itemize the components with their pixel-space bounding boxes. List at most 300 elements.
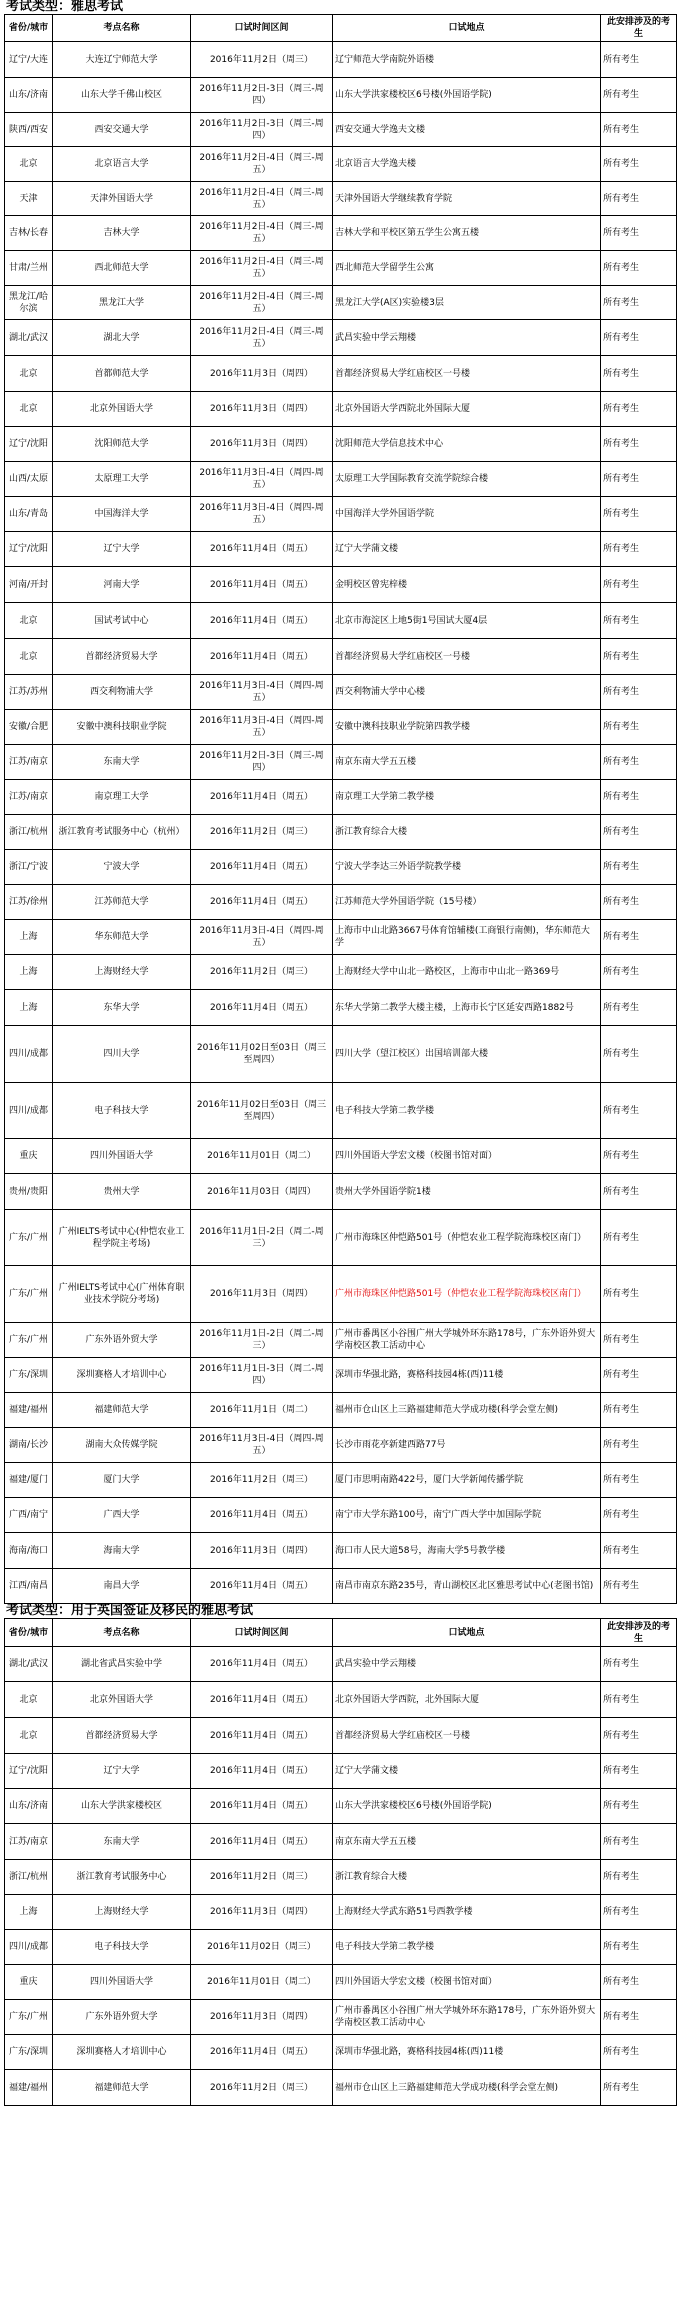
table-row: [5, 1428, 677, 1463]
cell-time: 2016年11月4日（周五）: [191, 1824, 333, 1860]
table-row: [5, 990, 677, 1026]
table-row: [5, 675, 677, 710]
cell-location: 海口市人民大道58号，海南大学5号教学楼: [333, 1533, 601, 1569]
cell-location: 西北师范大学留学生公寓: [333, 251, 601, 286]
cell-candidates: 所有考生: [601, 1895, 677, 1930]
cell-location: 中国海洋大学外国语学院: [333, 497, 601, 532]
cell-city: 江苏/徐州: [5, 885, 53, 920]
cell-time: 2016年11月03日（周四）: [191, 1174, 333, 1210]
table-row: [5, 815, 677, 850]
cell-time: 2016年11月2日-4日（周三-周五）: [191, 216, 333, 251]
cell-candidates: 所有考生: [601, 1930, 677, 1965]
cell-venue: 太原理工大学: [53, 462, 191, 497]
table-row: [5, 2000, 677, 2035]
cell-venue: 大连辽宁师范大学: [53, 42, 191, 78]
cell-location: 东华大学第二教学大楼主楼，上海市长宁区延安西路1882号: [333, 990, 601, 1026]
cell-venue: 湖北省武昌实验中学: [53, 1647, 191, 1682]
cell-time: 2016年11月3日（周四）: [191, 1533, 333, 1569]
cell-location: 厦门市思明南路422号，厦门大学新闻传播学院: [333, 1463, 601, 1498]
cell-city: 上海: [5, 990, 53, 1026]
cell-location: 南京理工大学第二教学楼: [333, 780, 601, 815]
cell-time: 2016年11月2日（周三）: [191, 1860, 333, 1895]
cell-location: 辽宁师范大学南院外语楼: [333, 42, 601, 78]
table-row: [5, 251, 677, 286]
table-row: [5, 1393, 677, 1428]
cell-venue: 北京外国语大学: [53, 392, 191, 427]
cell-location: 首都经济贸易大学红庙校区一号楼: [333, 639, 601, 675]
cell-candidates: 所有考生: [601, 2000, 677, 2035]
cell-time: 2016年11月3日-4日（周四-周五）: [191, 675, 333, 710]
cell-city: 山西/太原: [5, 462, 53, 497]
cell-time: 2016年11月4日（周五）: [191, 1647, 333, 1682]
table-row: [5, 1358, 677, 1393]
table-row: [5, 216, 677, 251]
cell-time: 2016年11月01日（周二）: [191, 1965, 333, 2000]
cell-location: 广州市番禺区小谷围广州大学城外环东路178号，广东外语外贸大学南校区教工活动中心: [333, 1323, 601, 1358]
cell-city: 山东/济南: [5, 1789, 53, 1824]
cell-candidates: 所有考生: [601, 1393, 677, 1428]
table-row: [5, 745, 677, 780]
column-header-location: 口试地点: [333, 1619, 601, 1647]
cell-candidates: 所有考生: [601, 1266, 677, 1323]
cell-city: 河南/开封: [5, 567, 53, 603]
cell-venue: 东华大学: [53, 990, 191, 1026]
cell-city: 上海: [5, 955, 53, 990]
cell-candidates: 所有考生: [601, 1860, 677, 1895]
cell-city: 福建/厦门: [5, 1463, 53, 1498]
cell-city: 广东/广州: [5, 1323, 53, 1358]
cell-candidates: 所有考生: [601, 1754, 677, 1789]
table-row: [5, 1930, 677, 1965]
cell-candidates: 所有考生: [601, 462, 677, 497]
cell-time: 2016年11月4日（周五）: [191, 1569, 333, 1604]
cell-candidates: 所有考生: [601, 1965, 677, 2000]
table-row: [5, 885, 677, 920]
cell-city: 北京: [5, 392, 53, 427]
cell-venue: 上海财经大学: [53, 955, 191, 990]
cell-venue: 南昌大学: [53, 1569, 191, 1604]
cell-city: 天津: [5, 182, 53, 216]
cell-venue: 电子科技大学: [53, 1083, 191, 1139]
cell-location: 广州市海珠区仲恺路501号（仲恺农业工程学院海珠校区南门）: [333, 1266, 601, 1323]
cell-venue: 河南大学: [53, 567, 191, 603]
table-row: [5, 1569, 677, 1604]
cell-venue: 首都经济贸易大学: [53, 1718, 191, 1754]
cell-candidates: 所有考生: [601, 2035, 677, 2070]
cell-candidates: 所有考生: [601, 567, 677, 603]
cell-location: 西安交通大学逸夫文楼: [333, 113, 601, 147]
cell-location: 武昌实验中学云翔楼: [333, 320, 601, 356]
page: [4, 0, 676, 2106]
cell-venue: 浙江教育考试服务中心: [53, 1860, 191, 1895]
cell-location: 长沙市雨花亭新建西路77号: [333, 1428, 601, 1463]
cell-candidates: 所有考生: [601, 955, 677, 990]
cell-venue: 西安交通大学: [53, 113, 191, 147]
cell-venue: 浙江教育考试服务中心（杭州）: [53, 815, 191, 850]
column-header-time: 口试时间区间: [191, 15, 333, 42]
table-row: [5, 1026, 677, 1083]
cell-time: 2016年11月3日（周四）: [191, 1266, 333, 1323]
cell-city: 湖南/长沙: [5, 1428, 53, 1463]
cell-venue: 四川外国语大学: [53, 1139, 191, 1174]
cell-location: 金明校区曾宪梓楼: [333, 567, 601, 603]
cell-location: 首都经济贸易大学红庙校区一号楼: [333, 1718, 601, 1754]
cell-city: 北京: [5, 1718, 53, 1754]
cell-candidates: 所有考生: [601, 990, 677, 1026]
table-row: [5, 1210, 677, 1266]
cell-candidates: 所有考生: [601, 1026, 677, 1083]
cell-city: 广东/广州: [5, 1210, 53, 1266]
cell-venue: 西北师范大学: [53, 251, 191, 286]
cell-candidates: 所有考生: [601, 182, 677, 216]
cell-location: 山东大学洪家楼校区6号楼(外国语学院): [333, 78, 601, 113]
cell-candidates: 所有考生: [601, 1498, 677, 1533]
table-row: [5, 1083, 677, 1139]
column-header-location: 口试地点: [333, 15, 601, 42]
cell-venue: 山东大学洪家楼校区: [53, 1789, 191, 1824]
table-row: [5, 42, 677, 78]
cell-location: 宁波大学李达三外语学院教学楼: [333, 850, 601, 885]
cell-candidates: 所有考生: [601, 1428, 677, 1463]
cell-location: 辽宁大学蒲文楼: [333, 532, 601, 567]
cell-time: 2016年11月4日（周五）: [191, 990, 333, 1026]
table-row: [5, 850, 677, 885]
cell-city: 江苏/苏州: [5, 675, 53, 710]
cell-time: 2016年11月4日（周五）: [191, 532, 333, 567]
cell-venue: 四川大学: [53, 1026, 191, 1083]
cell-venue: 深圳赛格人才培训中心: [53, 2035, 191, 2070]
table-row: [5, 182, 677, 216]
cell-time: 2016年11月2日（周三）: [191, 955, 333, 990]
cell-city: 四川/成都: [5, 1083, 53, 1139]
cell-city: 广东/广州: [5, 1266, 53, 1323]
cell-location: 四川外国语大学宏文楼（校图书馆对面）: [333, 1965, 601, 2000]
cell-location: 电子科技大学第二教学楼: [333, 1930, 601, 1965]
table-row: [5, 462, 677, 497]
cell-city: 吉林/长春: [5, 216, 53, 251]
cell-location: 南宁市大学东路100号，南宁广西大学中加国际学院: [333, 1498, 601, 1533]
cell-time: 2016年11月3日-4日（周四-周五）: [191, 462, 333, 497]
cell-city: 上海: [5, 920, 53, 955]
column-header-venue: 考点名称: [53, 1619, 191, 1647]
cell-time: 2016年11月01日（周二）: [191, 1139, 333, 1174]
column-header-candidates: 此安排涉及的考生: [601, 15, 677, 42]
cell-venue: 深圳赛格人才培训中心: [53, 1358, 191, 1393]
cell-venue: 安徽中澳科技职业学院: [53, 710, 191, 745]
cell-city: 江苏/南京: [5, 780, 53, 815]
cell-venue: 福建师范大学: [53, 2070, 191, 2106]
table-row: [5, 1498, 677, 1533]
table-row: [5, 147, 677, 182]
cell-venue: 辽宁大学: [53, 1754, 191, 1789]
cell-candidates: 所有考生: [601, 1463, 677, 1498]
cell-venue: 广西大学: [53, 1498, 191, 1533]
cell-time: 2016年11月2日-3日（周三-周四）: [191, 745, 333, 780]
table-row: [5, 955, 677, 990]
cell-venue: 上海财经大学: [53, 1895, 191, 1930]
cell-candidates: 所有考生: [601, 392, 677, 427]
cell-location: 上海财经大学中山北一路校区，上海市中山北一路369号: [333, 955, 601, 990]
cell-city: 山东/青岛: [5, 497, 53, 532]
cell-candidates: 所有考生: [601, 1083, 677, 1139]
cell-venue: 天津外国语大学: [53, 182, 191, 216]
cell-candidates: 所有考生: [601, 1682, 677, 1718]
table-row: [5, 320, 677, 356]
cell-location: 北京语言大学逸夫楼: [333, 147, 601, 182]
cell-venue: 辽宁大学: [53, 532, 191, 567]
cell-city: 北京: [5, 1682, 53, 1718]
cell-location: 广州市番禺区小谷围广州大学城外环东路178号，广东外语外贸大学南校区教工活动中心: [333, 2000, 601, 2035]
cell-location: 福州市仓山区上三路福建师范大学成功楼(科学会堂左侧): [333, 1393, 601, 1428]
cell-time: 2016年11月4日（周五）: [191, 780, 333, 815]
cell-candidates: 所有考生: [601, 42, 677, 78]
cell-candidates: 所有考生: [601, 147, 677, 182]
cell-venue: 广州IELTS考试中心(仲恺农业工程学院主考场): [53, 1210, 191, 1266]
cell-location: 吉林大学和平校区第五学生公寓五楼: [333, 216, 601, 251]
cell-venue: 山东大学千佛山校区: [53, 78, 191, 113]
cell-location: 武昌实验中学云翔楼: [333, 1647, 601, 1682]
cell-city: 江苏/南京: [5, 745, 53, 780]
cell-venue: 福建师范大学: [53, 1393, 191, 1428]
cell-venue: 首都师范大学: [53, 356, 191, 392]
cell-candidates: 所有考生: [601, 216, 677, 251]
cell-venue: 宁波大学: [53, 850, 191, 885]
cell-location: 江苏师范大学外国语学院（15号楼）: [333, 885, 601, 920]
cell-city: 重庆: [5, 1139, 53, 1174]
cell-city: 福建/福州: [5, 2070, 53, 2106]
table-row: [5, 1139, 677, 1174]
cell-venue: 华东师范大学: [53, 920, 191, 955]
cell-location: 浙江教育综合大楼: [333, 1860, 601, 1895]
table-row: [5, 780, 677, 815]
cell-location: 西交利物浦大学中心楼: [333, 675, 601, 710]
cell-city: 广东/广州: [5, 2000, 53, 2035]
cell-city: 黑龙江/哈尔滨: [5, 286, 53, 320]
table-row: [5, 1323, 677, 1358]
cell-candidates: 所有考生: [601, 1323, 677, 1358]
cell-time: 2016年11月4日（周五）: [191, 639, 333, 675]
cell-time: 2016年11月4日（周五）: [191, 1754, 333, 1789]
cell-time: 2016年11月3日（周四）: [191, 356, 333, 392]
cell-city: 海南/海口: [5, 1533, 53, 1569]
cell-location: 电子科技大学第二教学楼: [333, 1083, 601, 1139]
cell-city: 北京: [5, 639, 53, 675]
table-row: [5, 497, 677, 532]
cell-time: 2016年11月2日-4日（周三-周五）: [191, 147, 333, 182]
cell-venue: 北京语言大学: [53, 147, 191, 182]
table-row: [5, 1682, 677, 1718]
cell-time: 2016年11月3日（周四）: [191, 2000, 333, 2035]
cell-location: 山东大学洪家楼校区6号楼(外国语学院): [333, 1789, 601, 1824]
cell-city: 北京: [5, 603, 53, 639]
cell-time: 2016年11月4日（周五）: [191, 1718, 333, 1754]
cell-location: 北京市海淀区上地5街1号国试大厦4层: [333, 603, 601, 639]
cell-location: 天津外国语大学继续教育学院: [333, 182, 601, 216]
cell-location: 辽宁大学蒲文楼: [333, 1754, 601, 1789]
cell-venue: 北京外国语大学: [53, 1682, 191, 1718]
cell-time: 2016年11月1日-3日（周二-周四）: [191, 1358, 333, 1393]
cell-city: 湖北/武汉: [5, 1647, 53, 1682]
table-row: [5, 567, 677, 603]
table-row: [5, 356, 677, 392]
cell-city: 辽宁/沈阳: [5, 532, 53, 567]
column-header-venue: 考点名称: [53, 15, 191, 42]
table-row: [5, 2070, 677, 2106]
cell-time: 2016年11月4日（周五）: [191, 1682, 333, 1718]
table-row: [5, 113, 677, 147]
cell-venue: 四川外国语大学: [53, 1965, 191, 2000]
cell-location: 广州市海珠区仲恺路501号（仲恺农业工程学院海珠校区南门）: [333, 1210, 601, 1266]
cell-candidates: 所有考生: [601, 497, 677, 532]
cell-candidates: 所有考生: [601, 850, 677, 885]
table-row: [5, 286, 677, 320]
cell-time: 2016年11月2日-4日（周三-周五）: [191, 286, 333, 320]
schedule-table-ukvi: [4, 1618, 677, 2106]
cell-time: 2016年11月2日-3日（周三-周四）: [191, 78, 333, 113]
cell-location: 深圳市华强北路，赛格科技园4栋(西)11楼: [333, 1358, 601, 1393]
cell-location: 福州市仓山区上三路福建师范大学成功楼(科学会堂左侧): [333, 2070, 601, 2106]
cell-location: 南京东南大学五五楼: [333, 1824, 601, 1860]
table-row: [5, 392, 677, 427]
cell-city: 福建/福州: [5, 1393, 53, 1428]
cell-time: 2016年11月3日-4日（周四-周五）: [191, 710, 333, 745]
cell-location: 首都经济贸易大学红庙校区一号楼: [333, 356, 601, 392]
cell-candidates: 所有考生: [601, 1174, 677, 1210]
cell-venue: 西交利物浦大学: [53, 675, 191, 710]
cell-time: 2016年11月3日（周四）: [191, 1895, 333, 1930]
cell-time: 2016年11月02日至03日（周三至周四）: [191, 1083, 333, 1139]
cell-candidates: 所有考生: [601, 603, 677, 639]
cell-candidates: 所有考生: [601, 675, 677, 710]
cell-venue: 东南大学: [53, 1824, 191, 1860]
cell-time: 2016年11月3日-4日（周四-周五）: [191, 920, 333, 955]
cell-candidates: 所有考生: [601, 885, 677, 920]
cell-candidates: 所有考生: [601, 113, 677, 147]
cell-candidates: 所有考生: [601, 286, 677, 320]
cell-venue: 江苏师范大学: [53, 885, 191, 920]
cell-time: 2016年11月3日-4日（周四-周五）: [191, 497, 333, 532]
cell-time: 2016年11月2日-4日（周三-周五）: [191, 182, 333, 216]
cell-venue: 湖北大学: [53, 320, 191, 356]
cell-candidates: 所有考生: [601, 1718, 677, 1754]
cell-venue: 中国海洋大学: [53, 497, 191, 532]
column-header-candidates: 此安排涉及的考生: [601, 1619, 677, 1647]
cell-candidates: 所有考生: [601, 1358, 677, 1393]
cell-candidates: 所有考生: [601, 320, 677, 356]
cell-venue: 首都经济贸易大学: [53, 639, 191, 675]
cell-city: 广西/南宁: [5, 1498, 53, 1533]
cell-location: 四川大学（望江校区）出国培训部大楼: [333, 1026, 601, 1083]
table-row: [5, 1533, 677, 1569]
cell-candidates: 所有考生: [601, 1210, 677, 1266]
cell-venue: 东南大学: [53, 745, 191, 780]
cell-city: 辽宁/大连: [5, 42, 53, 78]
cell-city: 贵州/贵阳: [5, 1174, 53, 1210]
table-header-row: [5, 1619, 677, 1647]
column-header-city: 省份/城市: [5, 1619, 53, 1647]
cell-location: 北京外国语大学西院，北外国际大厦: [333, 1682, 601, 1718]
table-row: [5, 1174, 677, 1210]
cell-location: 黑龙江大学(A区)实验楼3层: [333, 286, 601, 320]
cell-location: 深圳市华强北路，赛格科技园4栋(西)11楼: [333, 2035, 601, 2070]
cell-city: 浙江/杭州: [5, 815, 53, 850]
cell-location: 沈阳师范大学信息技术中心: [333, 427, 601, 462]
cell-city: 安徽/合肥: [5, 710, 53, 745]
cell-candidates: 所有考生: [601, 639, 677, 675]
table-row: [5, 532, 677, 567]
cell-location: 上海财经大学武东路51号西教学楼: [333, 1895, 601, 1930]
cell-location: 南京东南大学五五楼: [333, 745, 601, 780]
cell-city: 浙江/杭州: [5, 1860, 53, 1895]
cell-city: 上海: [5, 1895, 53, 1930]
cell-time: 2016年11月2日（周三）: [191, 2070, 333, 2106]
cell-city: 辽宁/沈阳: [5, 1754, 53, 1789]
table-row: [5, 1895, 677, 1930]
table-row: [5, 1965, 677, 2000]
table-row: [5, 1463, 677, 1498]
cell-venue: 厦门大学: [53, 1463, 191, 1498]
cell-candidates: 所有考生: [601, 251, 677, 286]
cell-venue: 南京理工大学: [53, 780, 191, 815]
cell-candidates: 所有考生: [601, 532, 677, 567]
cell-time: 2016年11月2日（周三）: [191, 42, 333, 78]
table-row: [5, 2035, 677, 2070]
cell-candidates: 所有考生: [601, 1533, 677, 1569]
cell-candidates: 所有考生: [601, 2070, 677, 2106]
cell-time: 2016年11月4日（周五）: [191, 567, 333, 603]
cell-city: 浙江/宁波: [5, 850, 53, 885]
cell-time: 2016年11月1日（周二）: [191, 1393, 333, 1428]
cell-venue: 贵州大学: [53, 1174, 191, 1210]
cell-candidates: 所有考生: [601, 920, 677, 955]
cell-city: 四川/成都: [5, 1026, 53, 1083]
cell-venue: 广州IELTS考试中心(广州体育职业技术学院分考场): [53, 1266, 191, 1323]
cell-venue: 广东外语外贸大学: [53, 2000, 191, 2035]
cell-city: 四川/成都: [5, 1930, 53, 1965]
table-row: [5, 1789, 677, 1824]
table-row: [5, 710, 677, 745]
column-header-time: 口试时间区间: [191, 1619, 333, 1647]
table-row: [5, 1718, 677, 1754]
cell-location: 太原理工大学国际教育交流学院综合楼: [333, 462, 601, 497]
cell-venue: 沈阳师范大学: [53, 427, 191, 462]
cell-time: 2016年11月3日（周四）: [191, 392, 333, 427]
cell-time: 2016年11月2日（周三）: [191, 1463, 333, 1498]
column-header-city: 省份/城市: [5, 15, 53, 42]
cell-candidates: 所有考生: [601, 710, 677, 745]
cell-city: 广东/深圳: [5, 2035, 53, 2070]
cell-time: 2016年11月1日-2日（周二-周三）: [191, 1323, 333, 1358]
cell-city: 陕西/西安: [5, 113, 53, 147]
cell-candidates: 所有考生: [601, 780, 677, 815]
cell-time: 2016年11月4日（周五）: [191, 1498, 333, 1533]
cell-city: 湖北/武汉: [5, 320, 53, 356]
cell-location: 南昌市南京东路235号，青山湖校区北区雅思考试中心(老图书馆): [333, 1569, 601, 1604]
cell-city: 北京: [5, 356, 53, 392]
section-title-ielts: 考试类型：雅思考试: [6, 0, 124, 14]
table-row: [5, 920, 677, 955]
cell-candidates: 所有考生: [601, 1647, 677, 1682]
section-title-ukvi: 考试类型：用于英国签证及移民的雅思考试: [6, 1604, 254, 1618]
cell-venue: 国试考试中心: [53, 603, 191, 639]
cell-candidates: 所有考生: [601, 427, 677, 462]
cell-venue: 湖南大众传媒学院: [53, 1428, 191, 1463]
schedule-table-ielts: [4, 14, 677, 1604]
table-row: [5, 1824, 677, 1860]
cell-time: 2016年11月4日（周五）: [191, 603, 333, 639]
cell-city: 甘肃/兰州: [5, 251, 53, 286]
cell-time: 2016年11月3日-4日（周四-周五）: [191, 1428, 333, 1463]
